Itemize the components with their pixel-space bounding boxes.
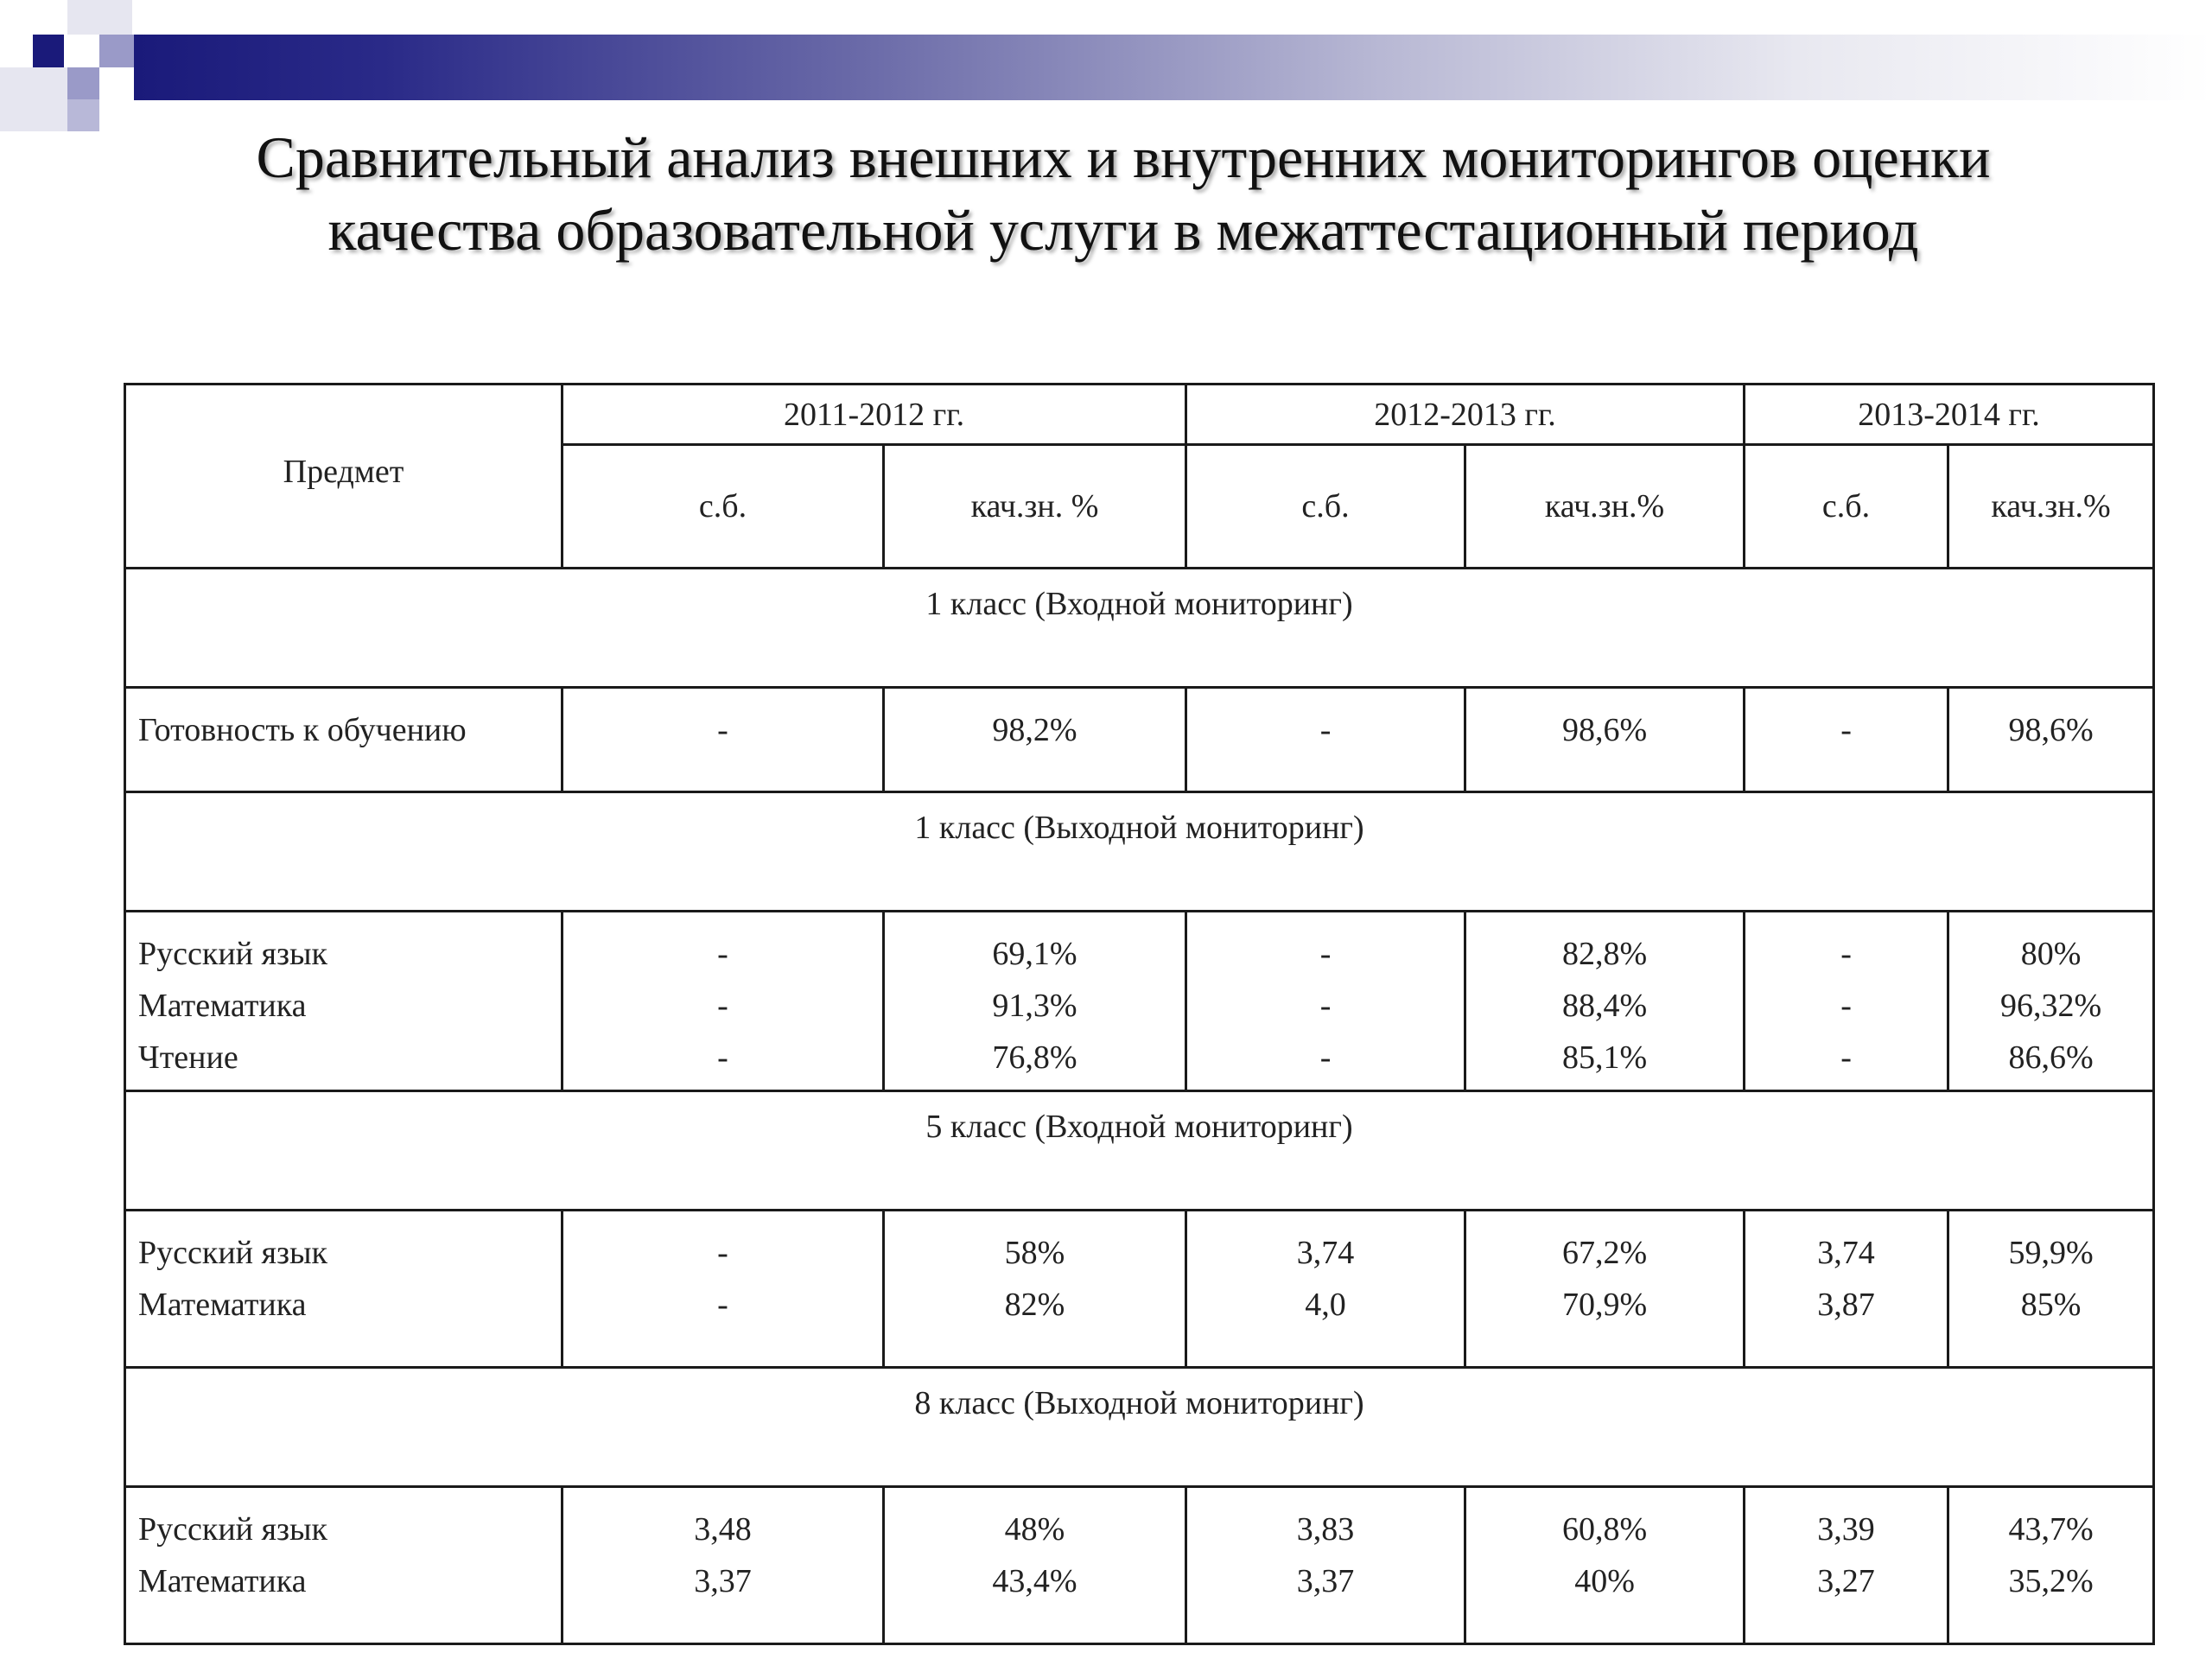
value: 82% — [1004, 1287, 1065, 1323]
value-cell — [1186, 688, 1465, 792]
value: - — [717, 1287, 728, 1323]
table-row — [125, 1487, 2154, 1644]
value-cell — [1745, 1211, 1948, 1368]
value: - — [1840, 1039, 1852, 1076]
value: 35,2% — [2008, 1563, 2094, 1599]
value: 88,4% — [1561, 988, 1648, 1024]
value: 40% — [1574, 1563, 1635, 1599]
subject-cell — [125, 1487, 563, 1644]
value-cell — [1465, 1487, 1745, 1644]
slide-title — [121, 121, 2126, 266]
value: - — [1319, 1039, 1332, 1076]
table-row — [125, 912, 2154, 1091]
value: 98,6% — [1561, 712, 1648, 748]
value: 59,9% — [2008, 1235, 2094, 1271]
value: 48% — [1004, 1511, 1065, 1548]
table-row — [125, 1211, 2154, 1368]
value: 80% — [2020, 936, 2082, 972]
header-quality-percent: кач.зн.% — [1948, 445, 2154, 569]
value-cell — [563, 1211, 884, 1368]
value: 76,8% — [992, 1039, 1077, 1076]
value: 98,6% — [2008, 712, 2094, 748]
value-cell — [563, 688, 884, 792]
value: 3,48 — [694, 1511, 752, 1548]
header-year-2012-2013: 2012-2013 гг. — [1186, 385, 1745, 445]
header-quality-percent: кач.зн.% — [1465, 445, 1745, 569]
section-row — [125, 792, 2154, 912]
value: 60,8% — [1561, 1511, 1648, 1548]
decor-square — [33, 35, 64, 67]
value: 3,87 — [1817, 1287, 1875, 1323]
value: - — [717, 988, 728, 1024]
section-title: 1 класс (Входной мониторинг) — [125, 569, 2154, 688]
value: 82,8% — [1561, 936, 1648, 972]
value: - — [717, 712, 728, 748]
section-row — [125, 1091, 2154, 1211]
value: - — [717, 1235, 728, 1271]
value: - — [1319, 712, 1332, 748]
value: 3,74 — [1817, 1235, 1875, 1271]
subject-cell — [125, 1211, 563, 1368]
value-cell — [1948, 688, 2154, 792]
value-cell — [1186, 1211, 1465, 1368]
value: 3,27 — [1817, 1563, 1875, 1599]
value: 98,2% — [992, 712, 1077, 748]
value: 69,1% — [992, 936, 1077, 972]
subject-name: Готовность к обучению — [138, 712, 467, 748]
header-avg-score: с.б. — [1745, 445, 1948, 569]
monitoring-table — [124, 383, 2155, 1645]
value-cell — [563, 1487, 884, 1644]
subject-name: Чтение — [138, 1039, 238, 1076]
value-cell — [1948, 1211, 2154, 1368]
header-quality-percent: кач.зн. % — [884, 445, 1186, 569]
header-gradient-bar — [134, 35, 2212, 100]
value-cell — [884, 1211, 1186, 1368]
subject-cell — [125, 688, 563, 792]
decor-square — [67, 67, 99, 99]
value-cell — [884, 688, 1186, 792]
value: - — [1840, 712, 1852, 748]
section-row — [125, 1368, 2154, 1487]
subject-name: Русский язык — [138, 1511, 327, 1548]
value: - — [1319, 936, 1332, 972]
value: 96,32% — [1999, 988, 2102, 1024]
value: - — [717, 936, 728, 972]
decor-square — [67, 99, 99, 131]
value: 3,37 — [1296, 1563, 1355, 1599]
subject-cell — [125, 912, 563, 1091]
value: 86,6% — [2008, 1039, 2094, 1076]
value: - — [1840, 988, 1852, 1024]
value-cell — [1745, 1487, 1948, 1644]
value: - — [1319, 988, 1332, 1024]
value-cell — [1948, 912, 2154, 1091]
value: 4,0 — [1305, 1287, 1346, 1323]
value: 70,9% — [1561, 1287, 1648, 1323]
value-cell — [1186, 912, 1465, 1091]
value: 58% — [1004, 1235, 1065, 1271]
value: 43,4% — [992, 1563, 1077, 1599]
header-avg-score: с.б. — [563, 445, 884, 569]
value: - — [717, 1039, 728, 1076]
value: 91,3% — [992, 988, 1077, 1024]
value: 85,1% — [1561, 1039, 1648, 1076]
value: 67,2% — [1561, 1235, 1648, 1271]
value-cell — [1465, 912, 1745, 1091]
slide-title-line-2: качества образовательной услуги в межаттестационный период — [327, 197, 1919, 263]
value-cell — [1745, 688, 1948, 792]
decor-square — [0, 67, 67, 131]
value: 3,37 — [694, 1563, 752, 1599]
value: 3,39 — [1817, 1511, 1875, 1548]
header-year-2013-2014: 2013-2014 гг. — [1745, 385, 2154, 445]
subject-name: Русский язык — [138, 936, 327, 972]
value-cell — [884, 1487, 1186, 1644]
value: 85% — [2020, 1287, 2082, 1323]
subject-name: Математика — [138, 988, 307, 1024]
subject-name: Русский язык — [138, 1235, 327, 1271]
value-cell — [1948, 1487, 2154, 1644]
header-avg-score: с.б. — [1186, 445, 1465, 569]
table-row — [125, 688, 2154, 792]
header-subject: Предмет — [125, 385, 563, 569]
value-cell — [884, 912, 1186, 1091]
section-title: 8 класс (Выходной мониторинг) — [125, 1368, 2154, 1487]
value-cell — [1465, 688, 1745, 792]
decor-square — [99, 35, 134, 67]
value-cell — [1465, 1211, 1745, 1368]
subject-name: Математика — [138, 1287, 307, 1323]
value: 43,7% — [2008, 1511, 2094, 1548]
slide-title-line-1: Сравнительный анализ внешних и внутренних мониторингов оценки — [256, 124, 1991, 190]
value-cell — [563, 912, 884, 1091]
section-title: 5 класс (Входной мониторинг) — [125, 1091, 2154, 1211]
value-cell — [1186, 1487, 1465, 1644]
value: 3,83 — [1296, 1511, 1355, 1548]
section-row — [125, 569, 2154, 688]
value-cell — [1745, 912, 1948, 1091]
decor-square — [67, 0, 132, 35]
value: - — [1840, 936, 1852, 972]
header-year-2011-2012: 2011-2012 гг. — [563, 385, 1186, 445]
section-title: 1 класс (Выходной мониторинг) — [125, 792, 2154, 912]
value: 3,74 — [1296, 1235, 1355, 1271]
subject-name: Математика — [138, 1563, 307, 1599]
